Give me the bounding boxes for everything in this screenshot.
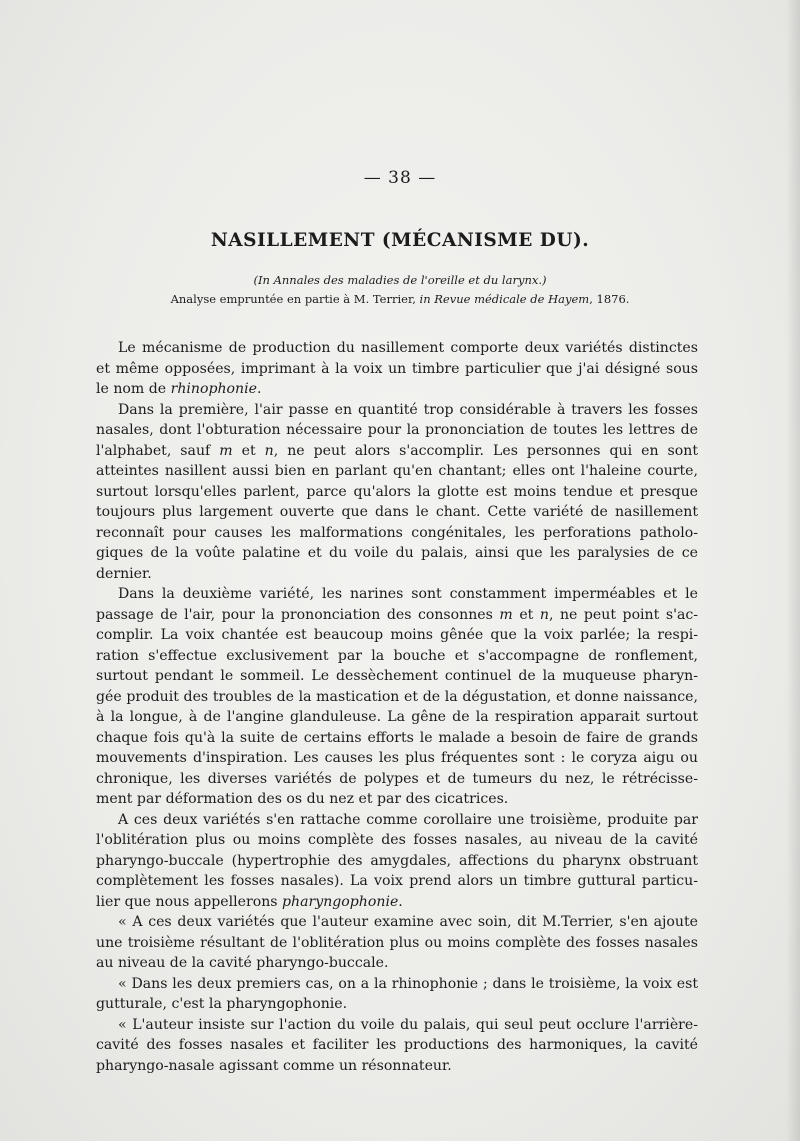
page-edge-shadow	[786, 0, 800, 1141]
page-number: — 38 —	[363, 168, 437, 188]
attribution-suffix: , 1876.	[589, 292, 630, 306]
article-body	[96, 338, 698, 1076]
paragraph-4: A ces deux variétés s'en rattache comme corollaire une troisième, produite par l'oblitération plus ou moins complète des fosses nasales, au niveau de la cavité pharyngo-buccale (hypertrophie des amygdales, affections du pharynx obstruant complètement les fosses nasales). La voix prend alors un timbre guttural particu-lier que nous appellerons pharyngophonie.	[96, 811, 698, 910]
paragraph-6: « Dans les deux premiers cas, on a la rhinophonie ; dans le troisième, la voix est gutturale, c'est la pharyngophonie.	[96, 975, 698, 1012]
paragraph-5: « A ces deux variétés que l'auteur examine avec soin, dit M.Terrier, s'en ajoute une troisième résultant de l'oblitération plus ou moins complète des fosses nasales au niveau de la cavité pharyngo-buccale.	[96, 914, 698, 971]
paragraph-1: Le mécanisme de production du nasillement comporte deux variétés distinctes et même opposées, imprimant à la voix un timbre particulier que j'ai désigné sous le nom de rhinophonie.	[96, 340, 698, 397]
attribution-prefix: Analyse empruntée en partie à M. Terrier,	[170, 292, 420, 306]
paragraph-2: Dans la première, l'air passe en quantité trop considérable à travers les fosses nasales, dont l'obturation nécessaire pour la prononciation de toutes les lettres de l'alphabet, sauf m et n, ne peut alors s'accomplir. Les personnes qui en sont atteintes nasillent aussi bien en parlant qu'en chantant; elles ont l'haleine courte, surtout lorsqu'elles parlent, parce qu'alors la glotte est moins tendue et presque toujours plus largement ouverte que dans le chant. Cette variété de nasillement reconnaît pour causes les malformations congénitales, les perforations patholo-giques de la voûte palatine et du voile du palais, ainsi que les paralysies de ce dernier.	[96, 401, 698, 582]
attribution-journal: in Revue médicale de Hayem	[419, 292, 590, 306]
source-citation: (In Annales des maladies de l'oreille et du larynx.)	[253, 273, 547, 287]
attribution-line	[0, 292, 800, 306]
paragraph-7: « L'auteur insiste sur l'action du voile du palais, qui seul peut occlure l'arrière-cavité des fosses nasales et faciliter les productions des harmoniques, la cavité pharyngo-nasale agissant comme un résonnateur.	[96, 1016, 698, 1074]
paragraph-3: Dans la deuxième variété, les narines sont constamment imperméables et le passage de l'air, pour la prononciation des consonnes m et n, ne peut point s'ac-complir. La voix chantée est beaucoup moins gênée que la voix parlée; la respi-ration s'effectue exclusivement par la bouche et s'accompagne de ronflement, surtout pendant le sommeil. Le dessèchement continuel de la muqueuse pharyn-gée produit des troubles de la mastication et de la dégustation, et donne naissance, à la longue, à de l'angine glanduleuse. La gêne de la respiration apparait surtout chaque fois qu'à la suite de certains efforts le malade a besoin de faire de grands mouvements d'inspiration. Les causes les plus fréquentes sont : le coryza aigu ou chronique, les diverses variétés de polypes et de tumeurs du nez, le rétrécisse-ment par déformation des os du nez et par des cicatrices.	[96, 586, 698, 807]
article-title: NASILLEMENT (MÉCANISME DU).	[210, 230, 590, 251]
